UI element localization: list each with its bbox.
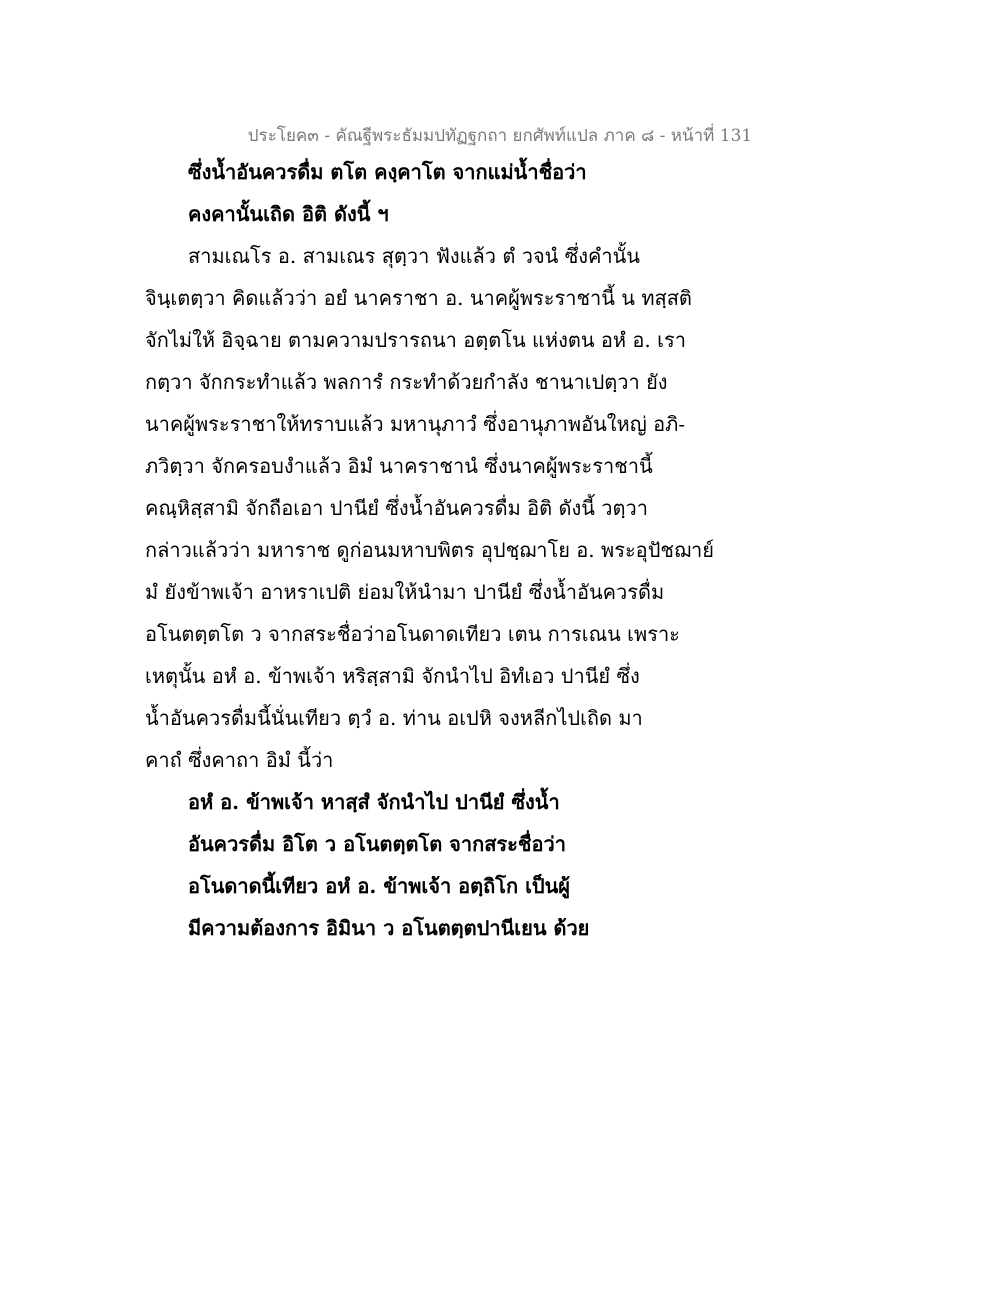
verse-line: มีความต้องการ อิมินา ว อโนตตฺตปานีเยน ด้วย — [188, 916, 590, 940]
paragraph-line: กล่าวแล้วว่า มหาราช ดูก่อนมหาบพิตร อุปชฺฌาโย อ. พระอุปัชฌาย์ — [145, 538, 715, 562]
verse-line: คงคานั้นเถิด อิติ ดังนี้ ฯ — [188, 202, 389, 226]
paragraph-line: มํ ยังข้าพเจ้า อาหราเปติ ย่อมให้นำมา ปานียํ ซึ่งน้ำอันควรดื่ม — [145, 580, 665, 604]
paragraph-line: จักไม่ให้ อิจฺฉาย ตามความปรารถนา อตฺตโน แห่งตน อหํ อ. เรา — [145, 328, 686, 352]
verse-line: อันควรดื่ม อิโต ว อโนตตฺตโต จากสระชื่อว่า — [188, 832, 566, 856]
paragraph-line: นาคผู้พระราชาให้ทราบแล้ว มหานุภาวํ ซึ่งอานุภาพอันใหญ่ อภิ- — [145, 412, 686, 436]
paragraph-line: คาถํ ซึ่งคาถา อิมํ นี้ว่า — [145, 748, 334, 772]
paragraph-line: ภวิตฺวา จักครอบงำแล้ว อิมํ นาคราชานํ ซึ่งนาคผู้พระราชานี้ — [145, 454, 653, 478]
paragraph-line: น้ำอันควรดื่มนี้นั่นเทียว ตฺวํ อ. ท่าน อเปหิ จงหลีกไปเถิด มา — [145, 706, 643, 730]
verse-line: อโนดาดนี้เทียว อหํ อ. ข้าพเจ้า อตฺถิโก เป็นผู้ — [188, 874, 571, 898]
paragraph-line: เหตุนั้น อหํ อ. ข้าพเจ้า หริสฺสามิ จักนำไป อิทํเอว ปานียํ ซึ่ง — [145, 664, 640, 688]
paragraph-first-line: สามเณโร อ. สามเณร สุตฺวา ฟังแล้ว ตํ วจนํ ซึ่งคำนั้น — [188, 244, 640, 268]
verse-line: อหํ อ. ข้าพเจ้า หาสฺสํ จักนำไป ปานียํ ซึ่งน้ำ — [188, 790, 560, 814]
verse-line: ซึ่งน้ำอันควรดื่ม ตโต คงฺคาโต จากแม่น้ำชื่อว่า — [188, 160, 587, 184]
page-header: ประโยค๓ - คัณฐีพระธัมมปทัฏฐกถา ยกศัพท์แปล ภาค ๘ - หน้าที่ 131 — [247, 126, 753, 146]
paragraph-line: คณฺหิสฺสามิ จักถือเอา ปานียํ ซึ่งน้ำอันควรดื่ม อิติ ดังนี้ วตฺวา — [145, 496, 648, 520]
paragraph-line: อโนตตฺตโต ว จากสระชื่อว่าอโนดาดเทียว เตน การเณน เพราะ — [145, 622, 680, 646]
paragraph-line: จินฺเตตฺวา คิดแล้วว่า อยํ นาคราชา อ. นาคผู้พระราชานี้ น ทสฺสติ — [145, 286, 692, 310]
paragraph-line: กตฺวา จักกระทำแล้ว พลการํ กระทำด้วยกำลัง ชานาเปตฺวา ยัง — [145, 370, 668, 394]
